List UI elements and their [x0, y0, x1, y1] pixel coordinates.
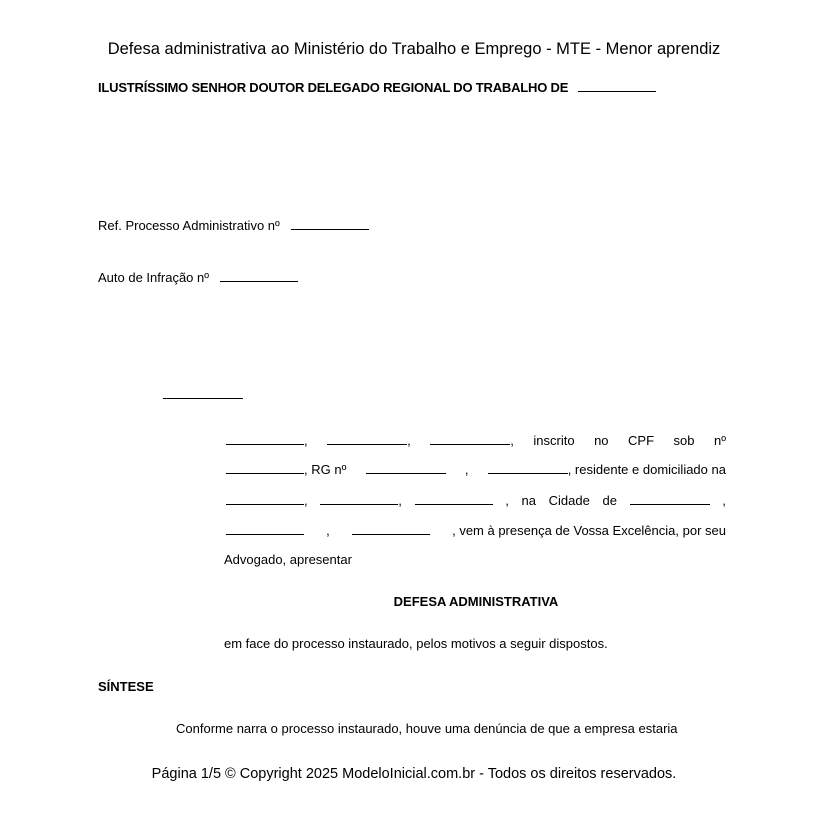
word: sob [673, 433, 695, 448]
defense-intro: em face do processo instaurado, pelos motivos a seguir dispostos. [224, 636, 608, 651]
separator: , [398, 493, 402, 508]
addressee-line [98, 80, 656, 95]
page-footer: Página 1/5 © Copyright 2025 ModeloInicial.com.br - Todos os direitos reservados. [151, 766, 677, 782]
blank-field[interactable] [352, 523, 430, 535]
word: CPF [628, 433, 655, 448]
rg-label: , RG nº [304, 462, 347, 477]
separator: , [304, 433, 308, 448]
defense-heading: DEFESA ADMINISTRATIVA [393, 594, 559, 609]
blank-field[interactable] [220, 270, 298, 282]
blank-field[interactable] [578, 80, 656, 92]
blank-field[interactable] [327, 433, 407, 445]
infraction-notice-label: Auto de Infração nº [98, 270, 209, 285]
synthesis-paragraph: Conforme narra o processo instaurado, houve uma denúncia de que a empresa estaria [176, 721, 678, 736]
qualification-line-5: Advogado, apresentar [224, 552, 352, 567]
separator: , [326, 523, 330, 538]
separator: , [505, 493, 509, 508]
blank-field[interactable] [226, 433, 304, 445]
document-title: Defesa administrativa ao Ministério do Trabalho e Emprego - MTE - Menor aprendiz [107, 40, 721, 58]
blank-field[interactable] [488, 462, 568, 474]
qualification-line-4 [226, 523, 726, 538]
blank-field[interactable] [415, 493, 493, 505]
blank-field[interactable] [366, 462, 446, 474]
presence-text: , vem à presença de Vossa Excelência, por seu [452, 523, 726, 538]
word: no [594, 433, 609, 448]
separator: , [722, 493, 726, 508]
blank-field[interactable] [320, 493, 398, 505]
word: nº [714, 433, 726, 448]
qualification-line-1 [226, 433, 726, 448]
blank-field[interactable] [226, 462, 304, 474]
synthesis-heading: SÍNTESE [98, 679, 154, 694]
blank-field[interactable] [226, 523, 304, 535]
separator: , [510, 433, 514, 448]
qualification-line-2 [226, 462, 726, 477]
word: na [521, 493, 536, 508]
word: de [602, 493, 617, 508]
reference-process-line [98, 218, 369, 233]
residence-text: , residente e domiciliado na [567, 462, 726, 477]
word: Cidade [548, 493, 590, 508]
qualification-line-3 [226, 493, 726, 508]
blank-field[interactable] [163, 387, 243, 399]
addressee-text: ILUSTRÍSSIMO SENHOR DOUTOR DELEGADO REGIONAL DO TRABALHO DE [98, 80, 569, 95]
blank-field[interactable] [630, 493, 710, 505]
separator: , [304, 493, 308, 508]
recipient-blank-line [163, 386, 243, 404]
separator: , [464, 462, 469, 477]
word: inscrito [533, 433, 575, 448]
blank-field[interactable] [226, 493, 304, 505]
blank-field[interactable] [291, 218, 369, 230]
reference-process-label: Ref. Processo Administrativo nº [98, 218, 280, 233]
blank-field[interactable] [430, 433, 510, 445]
separator: , [407, 433, 411, 448]
infraction-notice-line [98, 270, 298, 285]
